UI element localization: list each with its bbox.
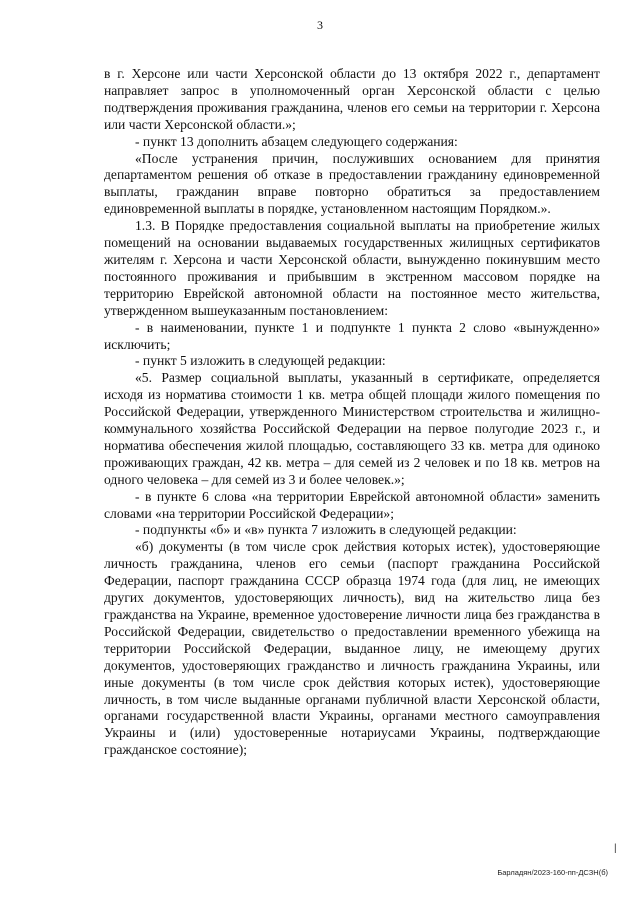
paragraph-quote-13: «После устранения причин, послуживших основанием для принятия департаментом решения об отказе в предоставлении гражданину единовременной выплаты, гражданин вправе повторно обратиться за предоставлением единовременной выплаты в порядке, установленном настоящим Порядком.».: [104, 150, 600, 217]
paragraph-item-6: - в пункте 6 слова «на территории Еврейской автономной области» заменить словами «на территории Российской Федерации»;: [104, 488, 600, 521]
paragraph-quote-5: «5. Размер социальной выплаты, указанный в сертификате, определяется исходя из норматива стоимости 1 кв. метра общей площади жилого помещения по Российской Федерации, утвержденного Министерством строительства и жилищно-коммунального хозяйства Российской Федерации на первое полугодие 2023 г., и норматива обеспечения жилой площадью, составляющего 33 кв. метра для одиноко проживающих граждан, 42 кв. метра – для семей из 2 человек и по 18 кв. метров на одного человека – для семей из 3 и более человек.»;: [104, 370, 600, 487]
paragraph-continuation: в г. Херсоне или части Херсонской области до 13 октября 2022 г., департамент направляет запрос в уполномоченный орган Херсонской области с целью подтверждения проживания гражданина, членов его семьи на территории г. Херсона или части Херсонской области.»;: [104, 66, 600, 132]
margin-mark: |: [614, 843, 617, 854]
paragraph-quote-7b: «б) документы (в том числе срок действия которых истек), удостоверяющие личность гражданина, членов его семьи (паспорт гражданина Российской Федерации, паспорт гражданина СССР образца 1974 года (для лиц, не имеющих других документов, удостоверяющих личность), вид на жительство лица без гражданства на Украине, временное удостоверение личности лица без гражданства в Российской Федерации, свидетельство о предоставлении временного убежища на территории Российской Федерации, выданное лицу, не имеющему других документов, удостоверяющих гражданство и личность гражданина Украины, или иные документы (в том числе срок действия которых истек), удостоверяющие личность, в том числе выданные органами публичной власти Херсонской области, органами государственной власти Украины, органами местного самоуправления Украины и (или) удостоверенные нотариусами Украины, подтверждающие гражданское состояние);: [104, 539, 600, 758]
paragraph-item-13: - пункт 13 дополнить абзацем следующего содержания:: [135, 133, 458, 149]
paragraph-item-5: - пункт 5 изложить в следующей редакции:: [135, 353, 386, 369]
paragraph-section-1-3: 1.3. В Порядке предоставления социальной выплаты на приобретение жилых помещений на основании выдаваемых государственных жилищных сертификатов жителям г. Херсона и части Херсонской области, вынужденно покинувшим место постоянного проживания и прибывшим в экстренном массовом порядке на территорию Еврейской автономной области на постоянное место жительства, утвержденном вышеуказанным постановлением:: [104, 218, 600, 318]
page-number: 3: [317, 18, 323, 32]
document-body: [104, 66, 600, 759]
paragraph-item-7: - подпункты «б» и «в» пункта 7 изложить в следующей редакции:: [135, 522, 517, 538]
footer-code: Барладян/2023-160-пп-ДСЗН(б): [497, 868, 608, 877]
paragraph-name-change: - в наименовании, пункте 1 и подпункте 1 пункта 2 слово «вынужденно» исключить;: [104, 319, 600, 352]
